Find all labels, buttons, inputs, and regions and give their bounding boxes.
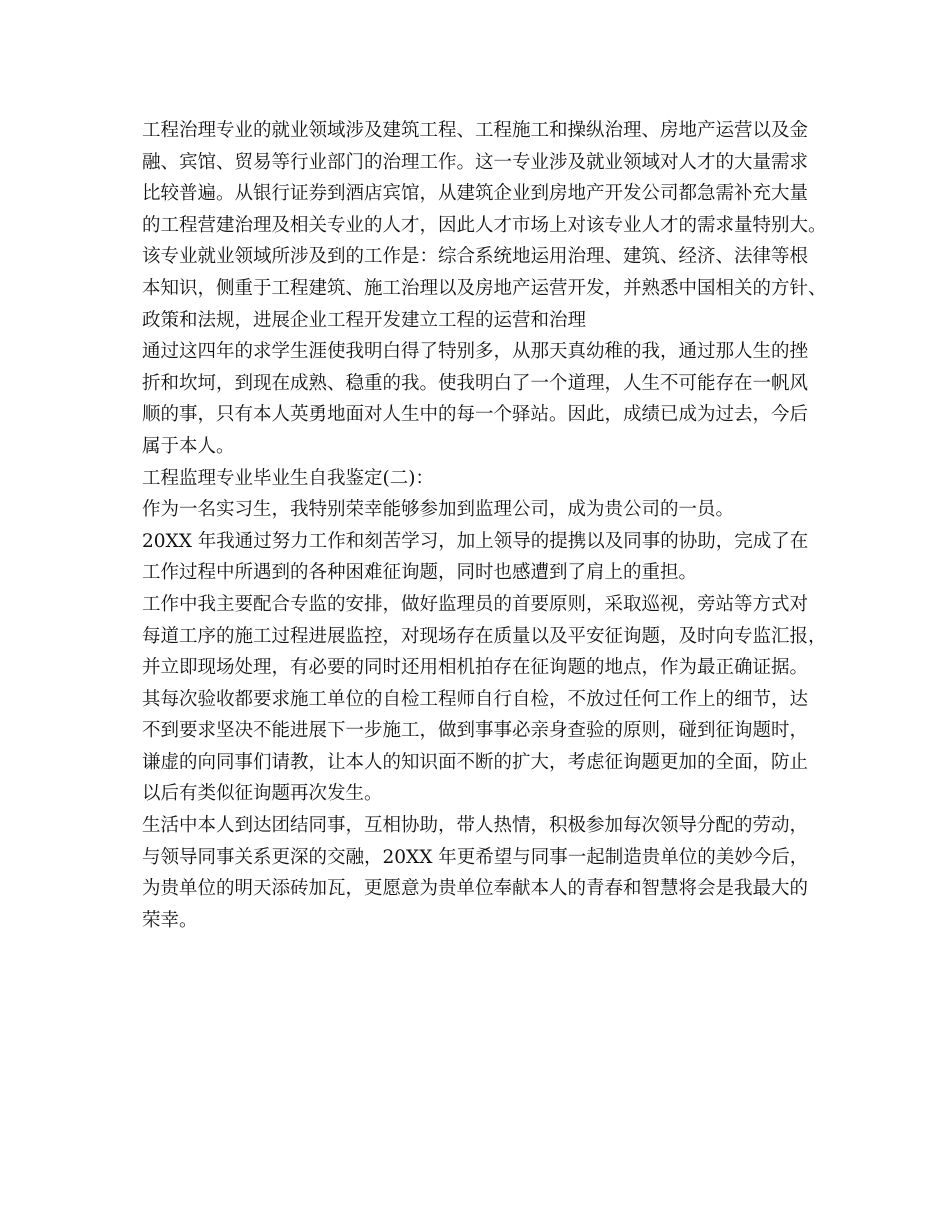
text-line: 每道工序的施工过程进展监控，对现场存在质量以及平安征询题，及时向专监汇报， bbox=[142, 625, 827, 647]
text-line: 政策和法规，进展企业工程开发建立工程的运营和治理 bbox=[142, 309, 587, 331]
text-line: 属于本人。 bbox=[142, 435, 235, 457]
text-line: 通过这四年的求学生涯使我明白得了特别多，从那天真幼稚的我，通过那人生的挫 bbox=[142, 341, 809, 363]
text-line: 比较普遍。从银行证券到酒店宾馆，从建筑企业到房地产开发公司都急需补充大量 bbox=[142, 183, 809, 205]
text-line: 的工程营建治理及相关专业的人才，因此人才市场上对该专业人才的需求量特别大。 bbox=[142, 214, 827, 236]
text-line: 作为一名实习生，我特别荣幸能够参加到监理公司，成为贵公司的一员。 bbox=[142, 499, 735, 521]
text-line: 该专业就业领域所涉及到的工作是：综合系统地运用治理、建筑、经济、法律等根 bbox=[142, 246, 809, 268]
text-line: 工作过程中所遇到的各种困难征询题，同时也感遭到了肩上的重担。 bbox=[142, 562, 698, 584]
text-line: 本知识，侧重于工程建筑、施工治理以及房地产运营开发，并熟悉中国相关的方针、 bbox=[142, 277, 827, 299]
text-line: 与领导同事关系更深的交融，20XX 年更希望与同事一起制造贵单位的美妙今后， bbox=[142, 846, 809, 868]
document-body bbox=[142, 115, 842, 936]
text-line: 折和坎坷，到现在成熟、稳重的我。使我明白了一个道理，人生不可能存在一帆风 bbox=[142, 372, 809, 394]
text-line: 融、宾馆、贸易等行业部门的治理工作。这一专业涉及就业领域对人才的大量需求 bbox=[142, 151, 809, 173]
text-line: 不到要求坚决不能进展下一步施工，做到事事必亲身查验的原则，碰到征询题时， bbox=[142, 720, 809, 742]
text-line: 并立即现场处理，有必要的同时还用相机拍存在征询题的地点，作为最正确证据。 bbox=[142, 657, 809, 679]
text-line: 工作中我主要配合专监的安排，做好监理员的首要原则，采取巡视，旁站等方式对 bbox=[142, 593, 809, 615]
text-line: 荣幸。 bbox=[142, 909, 198, 931]
text-line: 谦虚的向同事们请教，让本人的知识面不断的扩大，考虑征询题更加的全面，防止 bbox=[142, 751, 809, 773]
text-line: 生活中本人到达团结同事，互相协助，带人热情，积极参加每次领导分配的劳动， bbox=[142, 815, 809, 837]
text-line: 顺的事，只有本人英勇地面对人生中的每一个驿站。因此，成绩已成为过去，今后 bbox=[142, 404, 809, 426]
section-heading: 工程监理专业毕业生自我鉴定(二)： bbox=[142, 467, 434, 489]
text-line: 其每次验收都要求施工单位的自检工程师自行自检，不放过任何工作上的细节，达 bbox=[142, 688, 809, 710]
text-line: 20XX 年我通过努力工作和刻苦学习，加上领导的提携以及同事的协助，完成了在 bbox=[142, 530, 809, 552]
text-line: 以后有类似征询题再次发生。 bbox=[142, 783, 383, 805]
text-line: 工程治理专业的就业领域涉及建筑工程、工程施工和操纵治理、房地产运营以及金 bbox=[142, 120, 809, 141]
text-line: 为贵单位的明天添砖加瓦，更愿意为贵单位奉献本人的青春和智慧将会是我最大的 bbox=[142, 878, 809, 900]
